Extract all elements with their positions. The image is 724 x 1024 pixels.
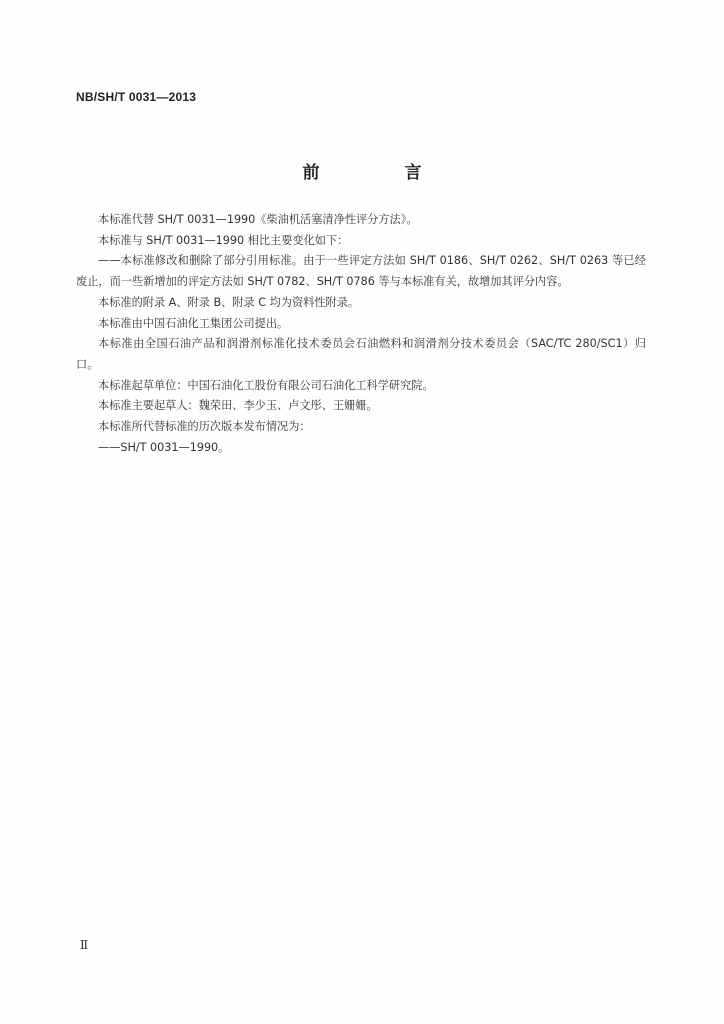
paragraph-replaces: 本标准代替 SH/T 0031—1990《柴油机活塞清净性评分方法》。 [98,213,418,226]
foreword-body [76,210,646,458]
paragraph-drafters: 本标准主要起草人：魏荣田、李少玉、卢文彤、王姗姗。 [98,399,378,413]
paragraph-proposer: 本标准由中国石油化工集团公司提出。 [98,316,289,330]
paragraph-history-intro: 本标准所代替标准的历次版本发布情况为： [98,420,311,434]
paragraph-history-item: ——SH/T 0031—1990。 [98,440,230,454]
paragraph-changes-intro: 本标准与 SH/T 0031—1990 相比主要变化如下： [98,233,349,247]
page-number: Ⅱ [80,938,89,952]
paragraph-drafting-unit: 本标准起草单位：中国石油化工股份有限公司石油化工科学研究院。 [98,378,434,392]
paragraph-change-item: ——本标准修改和删除了部分引用标准。由于一些评定方法如 SH/T 0186、SH/T 0262、SH/T 0263 等已经废止，而一些新增加的评定方法如 SH/T 0782、SH/T 0786 等与本标准有关，故增加其评分内容。 [76,254,646,289]
page-title: 前 言 [302,163,456,183]
paragraph-committee: 本标准由全国石油产品和润滑剂标准化技术委员会石油燃料和润滑剂分技术委员会（SAC/TC 280/SC1）归口。 [76,337,646,371]
standard-code-header: NB/SH/T 0031—2013 [76,90,197,104]
paragraph-annexes: 本标准的附录 A、附录 B、附录 C 均为资料性附录。 [98,295,360,309]
